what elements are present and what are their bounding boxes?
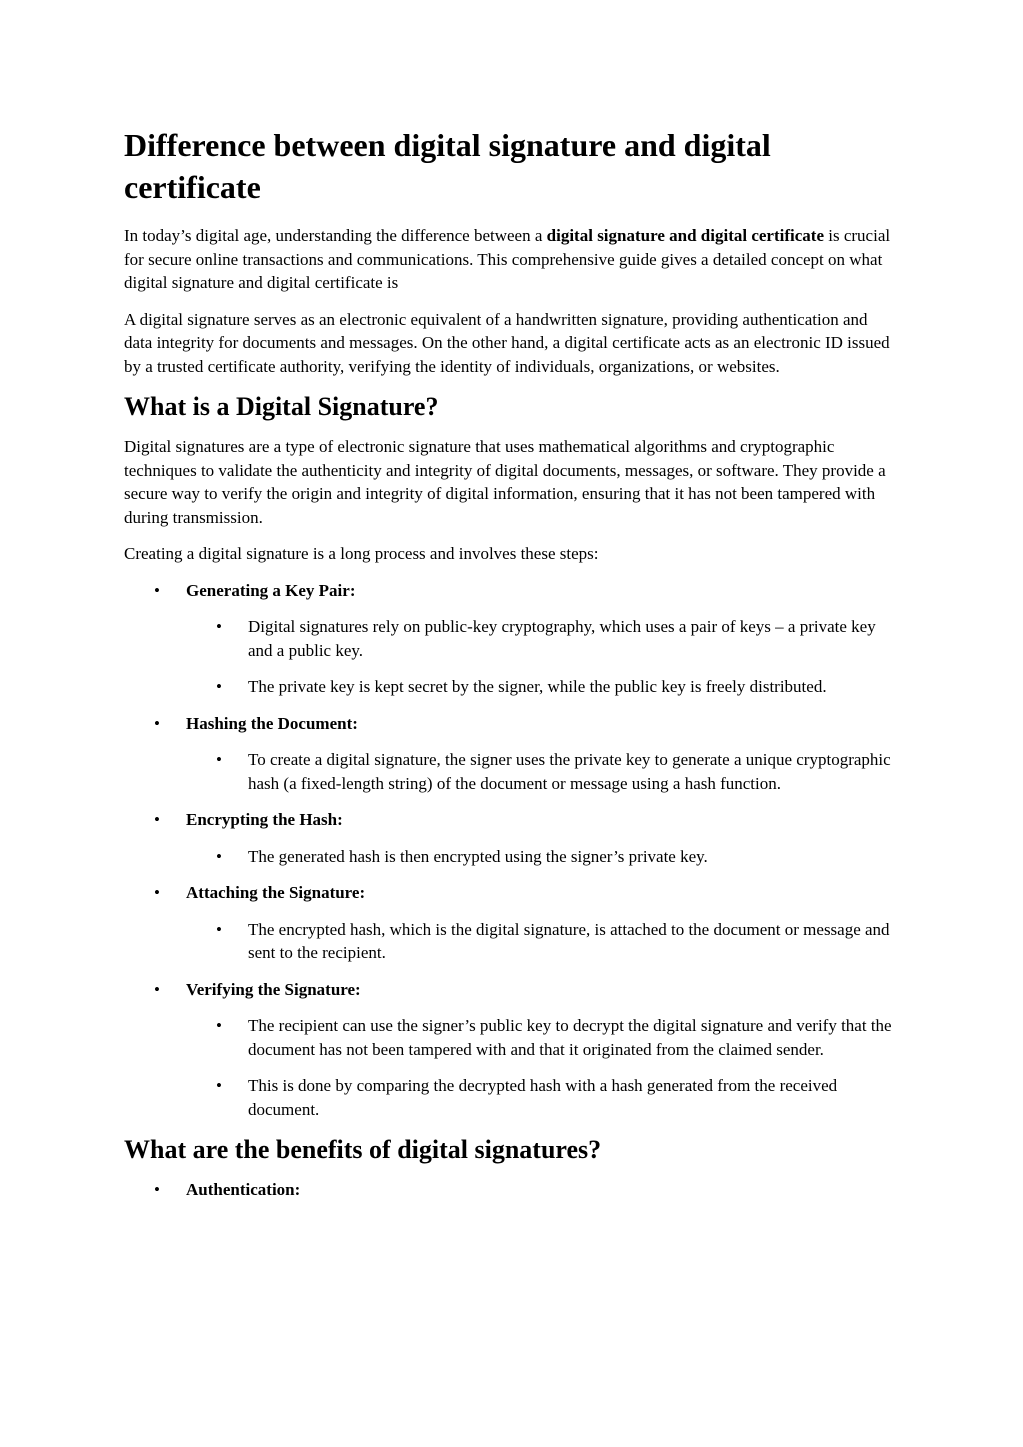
bullet-icon: • bbox=[216, 846, 222, 866]
sub-item-text: The generated hash is then encrypted using the signer’s private key. bbox=[248, 846, 708, 866]
intro-text-after: is crucial for secure online transactions and communications. This comprehensive guide gives a detailed concept on what digital signature and digital certificate is bbox=[124, 226, 891, 292]
bullet-icon: • bbox=[154, 713, 160, 733]
step-title: Authentication: bbox=[186, 1180, 301, 1199]
steps-intro: Creating a digital signature is a long process and involves these steps: bbox=[124, 544, 599, 563]
bullet-icon: • bbox=[216, 919, 222, 939]
list-item bbox=[186, 1074, 894, 1121]
sub-list bbox=[186, 615, 894, 699]
bullet-icon: • bbox=[216, 677, 222, 696]
step-title: Attaching the Signature: bbox=[186, 883, 366, 902]
bullet-icon: • bbox=[154, 580, 160, 600]
digital-signature-description: Digital signatures are a type of electronic signature that uses mathematical algorithms and cryptographic techniques to validate the authenticity and integrity of digital documents, messages, or software. They provide a secure way to verify the origin and integrity of digital information, ensuring that it has not been tampered with during transmission. bbox=[124, 437, 886, 527]
sub-item-text: The encrypted hash, which is the digital signature, is attached to the document or message and sent to the recipient. bbox=[248, 919, 890, 962]
list-item bbox=[124, 579, 894, 699]
benefits-list bbox=[124, 1178, 894, 1202]
document-page bbox=[124, 124, 894, 1215]
list-item bbox=[186, 615, 894, 662]
bullet-icon: • bbox=[154, 883, 160, 902]
intro-text-before: In today’s digital age, understanding the difference between a bbox=[124, 226, 547, 245]
list-item bbox=[124, 978, 894, 1122]
sub-list bbox=[186, 748, 894, 795]
sub-item-text: The recipient can use the signer’s public key to decrypt the digital signature and verify that the document has not been tampered with and that it originated from the claimed sender. bbox=[248, 1016, 892, 1059]
sub-list bbox=[186, 1014, 894, 1121]
step-title: Generating a Key Pair: bbox=[186, 580, 356, 600]
list-item bbox=[186, 918, 894, 965]
step-title: Verifying the Signature: bbox=[186, 979, 361, 999]
bullet-icon: • bbox=[154, 810, 160, 829]
sub-item-text: The private key is kept secret by the signer, while the public key is freely distributed. bbox=[248, 677, 827, 696]
list-item bbox=[124, 712, 894, 796]
list-item bbox=[186, 675, 894, 699]
intro-paragraph bbox=[124, 224, 894, 295]
bullet-icon: • bbox=[154, 979, 160, 999]
section-heading-digital-signature: What is a Digital Signature? bbox=[124, 392, 439, 421]
bullet-icon: • bbox=[154, 1180, 160, 1199]
list-item bbox=[186, 748, 894, 795]
list-item bbox=[124, 1178, 894, 1202]
sub-list bbox=[186, 845, 894, 869]
list-item bbox=[124, 881, 894, 965]
intro-text-bold: digital signature and digital certificate bbox=[546, 226, 824, 245]
section-heading-benefits: What are the benefits of digital signatures? bbox=[124, 1135, 602, 1164]
bullet-icon: • bbox=[216, 1076, 222, 1095]
sub-item-text: This is done by comparing the decrypted hash with a hash generated from the received document. bbox=[248, 1076, 838, 1119]
sub-item-text: To create a digital signature, the signer uses the private key to generate a unique cryptographic hash (a fixed-length string) of the document or message using a hash function. bbox=[248, 750, 891, 793]
definition-paragraph: A digital signature serves as an electronic equivalent of a handwritten signature, providing authentication and data integrity for documents and messages. On the other hand, a digital certificate acts as an electronic ID issued by a trusted certificate authority, verifying the identity of individuals, organizations, or websites. bbox=[124, 309, 890, 376]
bullet-icon: • bbox=[216, 750, 222, 769]
steps-list bbox=[124, 579, 894, 1122]
bullet-icon: • bbox=[216, 1016, 222, 1035]
sub-item-text: Digital signatures rely on public-key cryptography, which uses a pair of keys – a private key and a public key. bbox=[248, 617, 876, 660]
list-item bbox=[186, 1014, 894, 1061]
bullet-icon: • bbox=[216, 617, 222, 636]
page-title: Difference between digital signature and digital certificate bbox=[124, 127, 771, 205]
step-title: Hashing the Document: bbox=[186, 713, 358, 733]
step-title: Encrypting the Hash: bbox=[186, 810, 343, 829]
sub-list bbox=[186, 918, 894, 965]
list-item bbox=[186, 845, 894, 869]
list-item bbox=[124, 808, 894, 868]
